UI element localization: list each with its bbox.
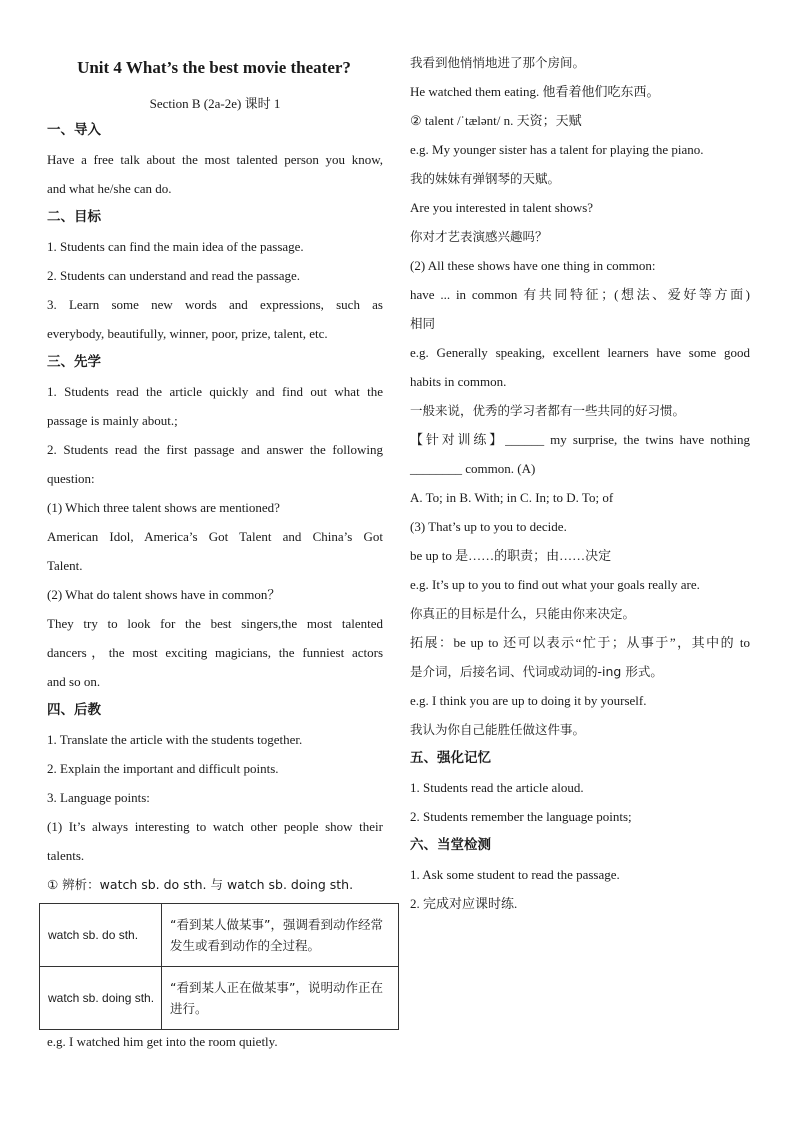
prestudy-line-2: passage is mainly about.; — [47, 413, 178, 428]
table-row — [40, 904, 399, 967]
table-key-2: watch sb. doing sth. — [40, 967, 162, 1030]
r-line-8: (2) All these shows have one thing in common: — [410, 258, 656, 273]
heading-teach: 四、后教 — [47, 702, 101, 718]
intro-line-2: and what he/she can do. — [47, 181, 172, 196]
r-line-16: A. To; in B. With; in C. In; to D. To; of — [410, 490, 614, 505]
left-column — [47, 0, 383, 899]
r-line-20: 你真正的目标是什么，只能由你来决定。 — [410, 606, 636, 621]
r-line-7: 你对才艺表演感兴趣吗？ — [410, 229, 548, 244]
reinforce-2: 2. Students remember the language points; — [410, 809, 632, 824]
check-1: 1. Ask some student to read the passage. — [410, 867, 620, 882]
point-1-cont: talents. — [47, 848, 85, 863]
prestudy-line-1: 1. Students read the article quickly and find out what the — [47, 384, 383, 399]
r-line-1: 我看到他悄悄地进了那个房间。 — [410, 55, 586, 70]
r-line-21: 拓展：be up to 还可以表示“忙于；从事于”，其中的 to — [410, 635, 750, 650]
r-line-10: 相同 — [410, 316, 436, 331]
r-line-12: habits in common. — [410, 374, 507, 389]
goal-2: 2. Students can understand and read the passage. — [47, 268, 301, 283]
r-line-6: Are you interested in talent shows? — [410, 200, 594, 215]
r-line-5: 我的妹妹有弹钢琴的天赋。 — [410, 171, 561, 186]
question-2: (2) What do talent shows have in common？ — [47, 587, 281, 602]
heading-goals: 二、目标 — [47, 209, 101, 225]
r-line-19: e.g. It’s up to you to find out what your goals really are. — [410, 577, 700, 592]
heading-prestudy: 三、先学 — [47, 354, 101, 370]
r-line-17: (3) That’s up to you to decide. — [410, 519, 567, 534]
table-key-1: watch sb. do sth. — [40, 904, 162, 967]
heading-reinforce: 五、强化记忆 — [410, 750, 491, 766]
reinforce-1: 1. Students read the article aloud. — [410, 780, 584, 795]
right-column — [410, 48, 750, 918]
r-line-23: e.g. I think you are up to doing it by yourself. — [410, 693, 647, 708]
r-line-2: He watched them eating. 他看着他们吃东西。 — [410, 84, 660, 99]
answer-1-cont: Talent. — [47, 558, 83, 573]
prestudy-line-4: question: — [47, 471, 95, 486]
answer-2-end: and so on. — [47, 674, 101, 689]
goal-3-cont: everybody, beautifully, winner, poor, prize, talent, etc. — [47, 326, 328, 341]
teach-line-1: 1. Translate the article with the students together. — [47, 732, 303, 747]
r-line-3: ② talent /ˈtælənt/ n. 天资；天赋 — [410, 113, 582, 128]
intro-line-1: Have a free talk about the most talented person you know, — [47, 152, 383, 167]
r-line-4: e.g. My younger sister has a talent for playing the piano. — [410, 142, 704, 157]
r-line-11: e.g. Generally speaking, excellent learners have some good — [410, 345, 750, 360]
answer-2-cont: dancers，the most exciting magicians, the funniest actors — [47, 645, 383, 660]
heading-intro: 一、导入 — [47, 122, 101, 138]
example-after-table: e.g. I watched him get into the room quietly. — [47, 1034, 278, 1049]
r-line-14: 【针对训练】______ my surprise, the twins have nothing — [410, 432, 750, 447]
r-line-18: be up to 是……的职责；由……决定 — [410, 548, 612, 563]
heading-check: 六、当堂检测 — [410, 837, 491, 853]
question-1: (1) Which three talent shows are mentioned? — [47, 500, 280, 515]
section-subtitle: Section B (2a-2e) 课时 1 — [149, 96, 281, 111]
r-line-24: 我认为你自己能胜任做这件事。 — [410, 722, 586, 737]
table-value-2: “看到某人正在做某事”，说明动作正在进行。 — [162, 967, 399, 1030]
goal-3: 3. Learn some new words and expressions, such as — [47, 297, 383, 312]
r-line-9: have ... in common 有共同特征；(想法、爱好等方面) — [410, 287, 750, 302]
r-line-22: 是介词，后接名词、代词或动词的-ing 形式。 — [410, 664, 663, 679]
page-title: Unit 4 What’s the best movie theater? — [77, 58, 351, 77]
r-line-15: ________ common. (A) — [410, 461, 536, 476]
answer-2: They try to look for the best singers,the most talented — [47, 616, 383, 631]
comparison-table — [39, 903, 399, 1030]
point-1: (1) It’s always interesting to watch other people show their — [47, 819, 383, 834]
check-2: 2. 完成对应课时练. — [410, 896, 518, 911]
goal-1: 1. Students can find the main idea of the passage. — [47, 239, 304, 254]
answer-1: American Idol, America’s Got Talent and China’s Got — [47, 529, 383, 544]
prestudy-line-3: 2. Students read the first passage and answer the following — [47, 442, 383, 457]
teach-line-2: 2. Explain the important and difficult points. — [47, 761, 279, 776]
table-row — [40, 967, 399, 1030]
table-value-1: “看到某人做某事”，强调看到动作经常发生或看到动作的全过程。 — [162, 904, 399, 967]
r-line-13: 一般来说，优秀的学习者都有一些共同的好习惯。 — [410, 403, 686, 418]
point-1-compare: ① 辨析：watch sb. do sth. 与 watch sb. doing sth. — [47, 877, 354, 892]
teach-line-3: 3. Language points: — [47, 790, 150, 805]
